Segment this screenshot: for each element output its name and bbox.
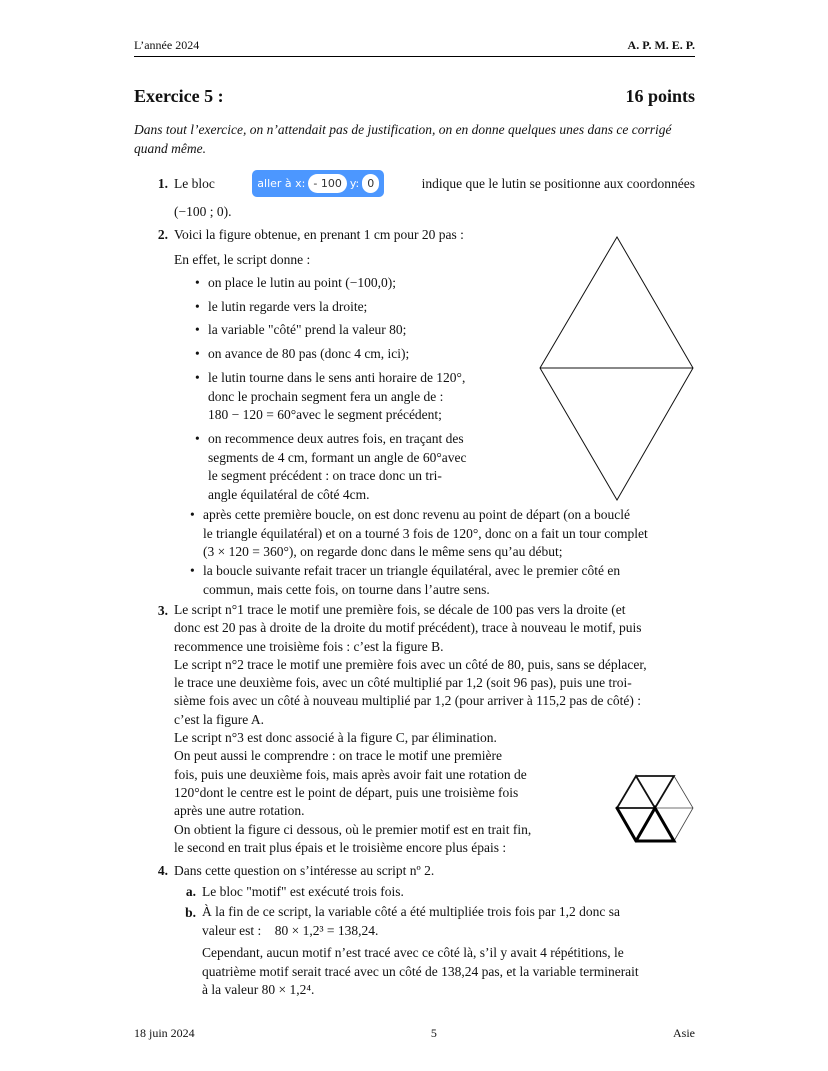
footer-right: Asie xyxy=(672,1026,695,1040)
line: À la fin de ce script, la variable côté a été multipliée trois fois par 1,2 donc sa xyxy=(202,904,620,919)
hexagon-figure xyxy=(610,770,700,850)
line: (3 × 120 = 360°), on regarde donc dans le même sens qu’au début; xyxy=(203,544,563,559)
exercise-title xyxy=(134,86,695,107)
line: fois, puis une deuxième fois, mais après avoir fait une rotation de xyxy=(174,766,527,782)
exercise-points: 16 points xyxy=(625,86,695,106)
footer-date: 18 juin 2024 xyxy=(134,1026,195,1040)
line: On obtient la figure ci dessous, où le premier motif est en trait fin, xyxy=(174,821,532,837)
q2-number: 2. xyxy=(157,227,168,242)
bullet: • la variable "côté" prend la valeur 80; xyxy=(208,321,406,340)
line: • après cette première boucle, on est donc revenu au point de départ (on a bouclé xyxy=(203,507,630,522)
line: Cependant, aucun motif n’est tracé avec ce côté là, s’il y avait 4 répétitions, le xyxy=(202,945,624,960)
intro: Dans tout l’exercice, on n’attendait pas de justification, on en donne quelques unes dans ce corrigé quand même. xyxy=(134,122,672,156)
line: • la boucle suivante refait tracer un triangle équilatéral, avec le premier côté en xyxy=(203,563,621,578)
line: valeur est : 80 × 1,2³ = 138,24. xyxy=(202,922,379,938)
q2-line1: Voici la figure obtenue, en prenant 1 cm pour 20 pas : xyxy=(174,227,464,242)
bullet: • on place le lutin au point (−100,0); xyxy=(208,274,396,293)
q4b-number: b. xyxy=(185,905,196,920)
line: recommence une troisième fois : c’est la figure B. xyxy=(174,638,444,654)
q4b xyxy=(174,903,695,1000)
header-right: A. P. M. E. P. xyxy=(627,38,695,52)
q1 xyxy=(146,170,695,197)
line: après une autre rotation. xyxy=(174,803,305,819)
line: angle équilatéral de côté 4cm. xyxy=(208,486,370,502)
line: le trace une deuxième fois, avec un côté multiplié par 1,2 (soit 96 pas), puis une troi- xyxy=(174,675,632,691)
q1-number: 1. xyxy=(157,176,168,191)
line: sième fois avec un côté à nouveau multiplié par 1,2 (pour arriver à 115,2 pas de côté) : xyxy=(174,693,641,709)
line: Le script n°3 est donc associé à la figure C, par élimination. xyxy=(174,730,497,746)
line: le triangle équilatéral) et on a tourné 3 fois de 120°, donc on a fait un tour complet xyxy=(203,525,648,541)
bullet xyxy=(203,506,648,562)
bullet xyxy=(208,430,466,504)
line: c’est la figure A. xyxy=(174,711,264,727)
bullet xyxy=(208,369,465,425)
line: le second en trait plus épais et le troisième encore plus épais : xyxy=(174,839,507,855)
q4-number: 4. xyxy=(157,863,168,878)
q1-text: Le bloc xyxy=(174,176,215,191)
line: quatrième motif serait tracé avec un côté de 138,24 pas, et la variable terminerait xyxy=(202,963,639,979)
page-footer xyxy=(134,1026,695,1041)
line: Le script n°1 trace le motif une première fois, se décale de 100 pas vers la droite (et xyxy=(174,602,626,617)
q2-line2: En effet, le script donne : xyxy=(174,252,311,267)
block-y-value: 0 xyxy=(362,174,379,193)
line: On peut aussi le comprendre : on trace le motif une première xyxy=(174,748,503,764)
line: 180 − 120 = 60°avec le segment précédent; xyxy=(208,407,442,422)
line: segments de 4 cm, formant un angle de 60°avec xyxy=(208,449,467,465)
line: à la valeur 80 × 1,2⁴. xyxy=(202,982,315,997)
page-number: 5 xyxy=(430,1026,437,1040)
q4a-number: a. xyxy=(185,884,196,899)
q1-text-after: indique que le lutin se positionne aux coordonnées xyxy=(421,176,695,191)
q1-line2: (−100 ; 0). xyxy=(174,204,232,219)
exercise-name: Exercice 5 : xyxy=(134,86,224,106)
bullet: • le lutin regarde vers la droite; xyxy=(208,298,367,317)
diamond-figure xyxy=(530,230,700,510)
q4-line: Dans cette question on s’intéresse au script nº 2. xyxy=(174,863,435,878)
page-header xyxy=(134,38,695,57)
q3-number: 3. xyxy=(157,603,168,618)
bullet: • on avance de 80 pas (donc 4 cm, ici); xyxy=(208,345,409,364)
q4a-text: Le bloc "motif" est exécuté trois fois. xyxy=(202,884,404,899)
line: • on recommence deux autres fois, en traçant des xyxy=(208,431,464,446)
line: donc est 20 pas à droite de la droite du motif précédent), trace à nouveau le motif, puis xyxy=(174,620,642,636)
block-y-label: y: xyxy=(349,177,360,190)
line: commun, mais cette fois, on tourne dans l’autre sens. xyxy=(203,581,490,597)
header-left: L’année 2024 xyxy=(134,38,200,52)
line: 120°dont le centre est le point de départ, puis une troisième fois xyxy=(174,784,519,800)
line: le segment précédent : on trace donc un tri- xyxy=(208,468,442,483)
block-label: aller à x: xyxy=(257,177,306,190)
block-x-value: - 100 xyxy=(308,174,346,193)
scratch-goto-block xyxy=(252,170,384,197)
line: donc le prochain segment fera un angle de : xyxy=(208,388,444,404)
line: Le script n°2 trace le motif une première fois avec un côté de 80, puis, sans se déplacer, xyxy=(174,656,647,672)
line: • le lutin tourne dans le sens anti horaire de 120°, xyxy=(208,370,466,385)
bullet xyxy=(203,562,620,599)
